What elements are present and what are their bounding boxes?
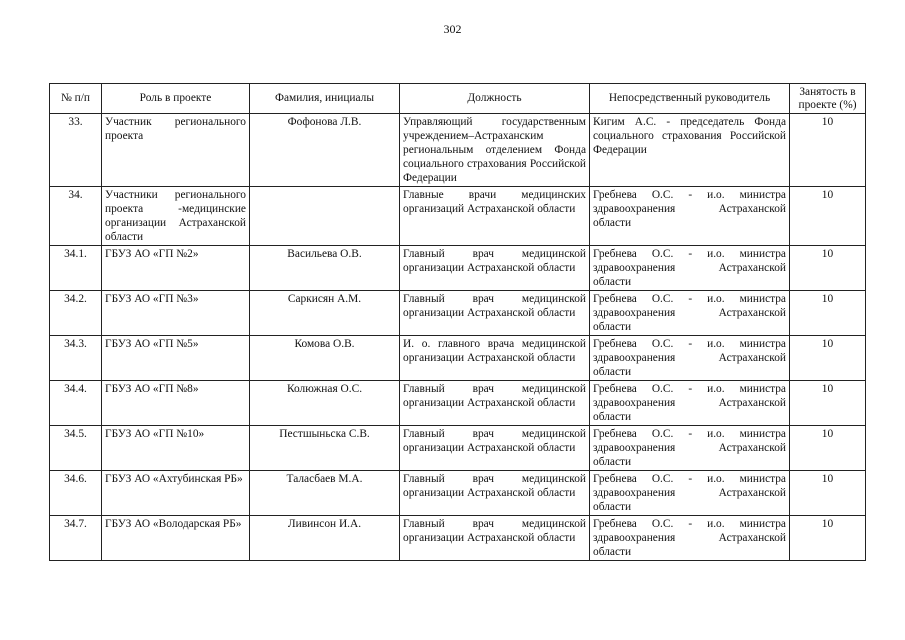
name-cell: Васильева О.В. bbox=[250, 246, 400, 291]
employment-cell: 10 bbox=[790, 471, 866, 516]
row-number: 34.6. bbox=[50, 471, 102, 516]
table-row bbox=[50, 471, 866, 516]
role-cell: ГБУЗ АО «ГП №3» bbox=[102, 291, 250, 336]
supervisor-cell: Гребнева О.С. - и.о. министра здравоохранения Астраханской области bbox=[590, 516, 790, 561]
name-cell: Пестшыньска С.В. bbox=[250, 426, 400, 471]
role-cell: ГБУЗ АО «ГП №10» bbox=[102, 426, 250, 471]
position-cell: Главные врачи медицинских организаций Астраханской области bbox=[400, 187, 590, 246]
table-row bbox=[50, 516, 866, 561]
employment-cell: 10 bbox=[790, 246, 866, 291]
role-cell: ГБУЗ АО «Володарская РБ» bbox=[102, 516, 250, 561]
table-row bbox=[50, 336, 866, 381]
row-number: 34.1. bbox=[50, 246, 102, 291]
row-number: 34.3. bbox=[50, 336, 102, 381]
table-row bbox=[50, 381, 866, 426]
supervisor-cell: Гребнева О.С. - и.о. министра здравоохранения Астраханской области bbox=[590, 246, 790, 291]
header-num: № п/п bbox=[50, 84, 102, 114]
role-cell: Участники регионального проекта -медицинские организации Астраханской области bbox=[102, 187, 250, 246]
name-cell bbox=[250, 187, 400, 246]
table-row bbox=[50, 291, 866, 336]
row-number: 34.2. bbox=[50, 291, 102, 336]
position-cell: Главный врач медицинской организации Астраханской области bbox=[400, 426, 590, 471]
position-cell: Главный врач медицинской организации Астраханской области bbox=[400, 246, 590, 291]
name-cell: Ливинсон И.А. bbox=[250, 516, 400, 561]
row-number: 34.5. bbox=[50, 426, 102, 471]
header-name: Фамилия, инициалы bbox=[250, 84, 400, 114]
supervisor-cell: Гребнева О.С. - и.о. министра здравоохранения Астраханской области bbox=[590, 336, 790, 381]
employment-cell: 10 bbox=[790, 114, 866, 187]
table-row bbox=[50, 246, 866, 291]
employment-cell: 10 bbox=[790, 187, 866, 246]
employment-cell: 10 bbox=[790, 516, 866, 561]
name-cell: Таласбаев М.А. bbox=[250, 471, 400, 516]
name-cell: Саркисян А.М. bbox=[250, 291, 400, 336]
row-number: 33. bbox=[50, 114, 102, 187]
role-cell: ГБУЗ АО «ГП №2» bbox=[102, 246, 250, 291]
page-number: 302 bbox=[443, 22, 462, 36]
position-cell: И. о. главного врача медицинской организации Астраханской области bbox=[400, 336, 590, 381]
employment-cell: 10 bbox=[790, 381, 866, 426]
position-cell: Главный врач медицинской организации Астраханской области bbox=[400, 291, 590, 336]
supervisor-cell: Гребнева О.С. - и.о. министра здравоохранения Астраханской области bbox=[590, 471, 790, 516]
supervisor-cell: Гребнева О.С. - и.о. министра здравоохранения Астраханской области bbox=[590, 187, 790, 246]
role-cell: ГБУЗ АО «ГП №8» bbox=[102, 381, 250, 426]
role-cell: Участник регионального проекта bbox=[102, 114, 250, 187]
role-cell: ГБУЗ АО «Ахтубинская РБ» bbox=[102, 471, 250, 516]
header-position: Должность bbox=[400, 84, 590, 114]
table-row bbox=[50, 426, 866, 471]
employment-cell: 10 bbox=[790, 426, 866, 471]
position-cell: Главный врач медицинской организации Астраханской области bbox=[400, 516, 590, 561]
table-row bbox=[50, 187, 866, 246]
position-cell: Управляющий государственным учреждением–Астраханским региональным отделением Фонда социального страхования Российской Федерации bbox=[400, 114, 590, 187]
name-cell: Комова О.В. bbox=[250, 336, 400, 381]
participants-table bbox=[49, 83, 866, 561]
header-employment: Занятость в проекте (%) bbox=[790, 84, 866, 114]
row-number: 34.7. bbox=[50, 516, 102, 561]
header-role: Роль в проекте bbox=[102, 84, 250, 114]
supervisor-cell: Гребнева О.С. - и.о. министра здравоохранения Астраханской области bbox=[590, 426, 790, 471]
row-number: 34.4. bbox=[50, 381, 102, 426]
employment-cell: 10 bbox=[790, 336, 866, 381]
header-supervisor: Непосредственный руководитель bbox=[590, 84, 790, 114]
name-cell: Колюжная О.С. bbox=[250, 381, 400, 426]
supervisor-cell: Кигим А.С. - председатель Фонда социального страхования Российской Федерации bbox=[590, 114, 790, 187]
supervisor-cell: Гребнева О.С. - и.о. министра здравоохранения Астраханской области bbox=[590, 291, 790, 336]
table-row bbox=[50, 114, 866, 187]
role-cell: ГБУЗ АО «ГП №5» bbox=[102, 336, 250, 381]
table-header-row bbox=[50, 84, 866, 114]
row-number: 34. bbox=[50, 187, 102, 246]
name-cell: Фофонова Л.В. bbox=[250, 114, 400, 187]
supervisor-cell: Гребнева О.С. - и.о. министра здравоохранения Астраханской области bbox=[590, 381, 790, 426]
position-cell: Главный врач медицинской организации Астраханской области bbox=[400, 381, 590, 426]
employment-cell: 10 bbox=[790, 291, 866, 336]
position-cell: Главный врач медицинской организации Астраханской области bbox=[400, 471, 590, 516]
